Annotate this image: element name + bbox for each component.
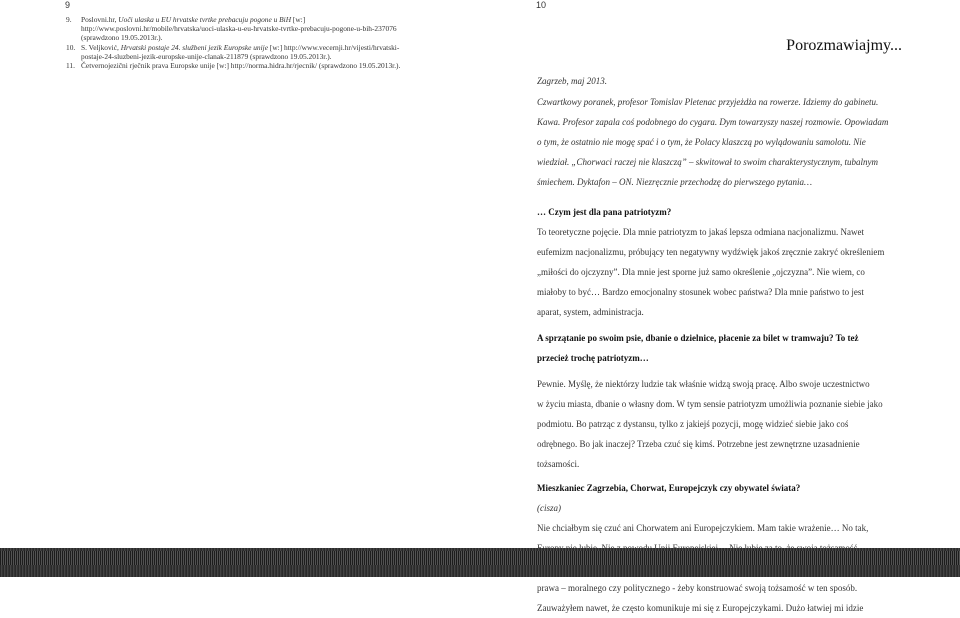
answer-line: To teoretyczne pojęcie. Dla mnie patriotyzm to jakaś lepsza odmiana nacjonalizmu. Nawet bbox=[537, 227, 864, 237]
dateline: Zagrzeb, maj 2013. bbox=[537, 76, 608, 86]
intro-line: o tym, że ostatnio nie mogę spać i o tym, że Polacy klaszczą po wylądowaniu samolotu. Nie bbox=[537, 137, 866, 147]
reference-line: Poslovni.hr, Uoči ulaska u EU hrvatske tvrtke prebacuju pogone u BiH [w:] bbox=[81, 15, 306, 24]
reference-line: postaje-24-sluzbeni-jezik-europske-unije-clanak-211879 (sprawdzono 19.05.2013r.). bbox=[81, 51, 332, 61]
intro-line: śmiechem. Dyktafon – ON. Niezręcznie przechodzę do pierwszego pytania… bbox=[537, 177, 812, 187]
question-line: przecież trochę patriotyzm… bbox=[537, 353, 649, 363]
answer-2 bbox=[537, 374, 905, 474]
scan-edge-strip bbox=[0, 548, 960, 577]
answer-line: w życiu miasta, dbanie o własny dom. W tym sensie patriotyzm umożliwia poznanie siebie jako bbox=[537, 399, 883, 409]
page-number-right: 10 bbox=[536, 0, 547, 10]
reference-item bbox=[66, 61, 406, 70]
intro-line: Czwartkowy poranek, profesor Tomislav Pletenac przyjeżdża na rowerze. Idziemy do gabinetu. bbox=[537, 97, 879, 107]
answer-line: miałoby to być… Bardzo emocjonalny stosunek wobec państwa? Dla mnie państwo to jest bbox=[537, 287, 864, 297]
answer-line: aparat, system, administracja. bbox=[537, 307, 644, 317]
answer-1 bbox=[537, 222, 905, 322]
intro-paragraph bbox=[537, 92, 905, 192]
answer-line: Pewnie. Myślę, że niektórzy ludzie tak właśnie widzą swoją pracę. Albo swoje uczestnictwo bbox=[537, 379, 870, 389]
reference-line: Četvernojezični rječnik prava Europske unije [w:] http://norma.hidra.hr/rjecnik/ (sprawdzono 19.05.2013r.). bbox=[81, 61, 401, 71]
question-3: Mieszkaniec Zagrzebia, Chorwat, Europejczyk czy obywatel świata? bbox=[537, 483, 801, 493]
reference-number: 11. bbox=[66, 61, 75, 71]
question-line: A sprzątanie po swoim psie, dbanie o dzielnice, płacenie za bilet w tramwaju? To też bbox=[537, 333, 859, 343]
answer-line: Zauważyłem nawet, że często komunikuje mi się z Europejczykami. Dużo łatwiej mi idzie bbox=[537, 603, 864, 613]
answer-line: podmiotu. Bo patrząc z dystansu, tylko z jakiejś pozycji, mogę widzieć siebie jako coś bbox=[537, 419, 849, 429]
answer-line: tożsamości. bbox=[537, 459, 580, 469]
reference-list bbox=[66, 15, 406, 70]
reference-item bbox=[66, 15, 406, 43]
answer-line: prawa – moralnego czy politycznego - żeby konstruować swoją tożsamość w ten sposób. bbox=[537, 583, 858, 593]
answer-line: odrębnego. Bo jak inaczej? Trzeba czuć się kimś. Potrzebne jest zewnętrzne uzasadnienie bbox=[537, 439, 860, 449]
answer-line: eufemizm nacjonalizmu, próbujący ten negatywny wydźwięk jakoś zręcznie zakryć określeniem bbox=[537, 247, 885, 257]
reference-number: 9. bbox=[66, 15, 72, 24]
question-2 bbox=[537, 328, 905, 368]
interview-body bbox=[537, 66, 905, 618]
left-page bbox=[0, 0, 480, 548]
silence-note: (cisza) bbox=[537, 503, 561, 513]
question-1: … Czym jest dla pana patriotyzm? bbox=[537, 207, 672, 217]
page-number-left: 9 bbox=[65, 0, 71, 10]
page-title: Porozmawiajmy... bbox=[786, 37, 902, 54]
reference-line: (sprawdzono 19.05.2013r.). bbox=[81, 33, 163, 43]
reference-item bbox=[66, 43, 406, 61]
reference-number: 10. bbox=[66, 42, 76, 52]
intro-line: Kawa. Profesor zapala coś podobnego do cygara. Dym towarzyszy naszej rozmowie. Opowiadam bbox=[537, 117, 889, 127]
intro-line: wiedział. „Chorwaci raczej nie klaszczą” – skwitował to swoim charakterystycznym, tubalnym bbox=[537, 157, 878, 167]
reference-line: http://www.poslovni.hr/mobile/hrvatska/uoci-ulaska-u-eu-hrvatske-tvrtke-prebacuju-pogone-u-bih-237076 bbox=[81, 24, 397, 34]
reference-line: S. Veljković, Hrvatski postaje 24. službeni jezik Europske unije [w:] http://www.vecernji.hr/vijesti/hrvatski- bbox=[81, 42, 400, 52]
answer-line: „miłości do ojczyzny”. Dla mnie jest sporne już samo określenie „ojczyzna”. Nie wiem, co bbox=[537, 267, 865, 277]
answer-line: Nie chciałbym się czuć ani Chorwatem ani Europejczykiem. Mam takie wrażenie… No tak, bbox=[537, 523, 869, 533]
